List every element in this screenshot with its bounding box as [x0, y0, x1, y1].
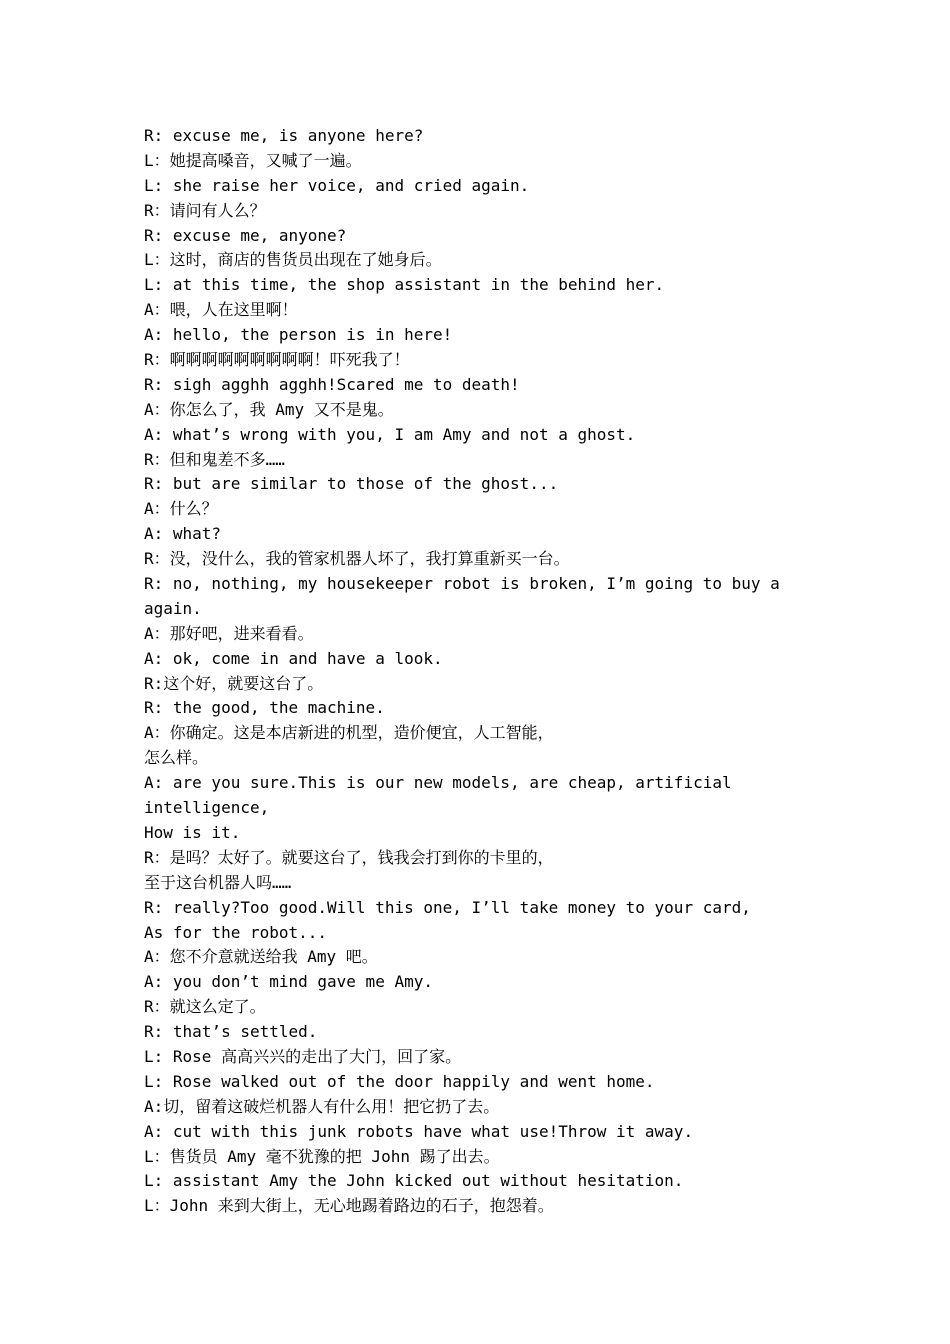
text-line: How is it. [144, 822, 241, 842]
text-line: R: but are similar to those of the ghost... [144, 474, 559, 494]
text-line: L: Rose 高高兴兴的走出了大门，回了家。 [144, 1046, 462, 1066]
dialogue-text [144, 124, 794, 1219]
text-line: L：售货员 Amy 毫不犹豫的把 John 踢了出去。 [144, 1146, 500, 1166]
text-line: R: really?Too good.Will this one, I’ll take money to your card, [144, 897, 751, 917]
text-line: A：你怎么了，我 Amy 又不是鬼。 [144, 399, 394, 419]
text-line: A: ok, come in and have a look. [144, 648, 443, 668]
text-line: R: that’s settled. [144, 1022, 318, 1042]
text-line: R：啊啊啊啊啊啊啊啊啊！吓死我了！ [144, 350, 410, 370]
text-line: A：什么？ [144, 499, 218, 519]
text-line: L：这时，商店的售货员出现在了她身后。 [144, 250, 442, 270]
text-line: R: excuse me, anyone? [144, 225, 347, 245]
text-line: A: hello, the person is in here! [144, 325, 453, 345]
text-line: R: the good, the machine. [144, 698, 385, 718]
text-line: A：你确定。这是本店新进的机型，造价便宜，人工智能， [144, 723, 554, 743]
text-line: L：John 来到大街上，无心地踢着路边的石子，抱怨着。 [144, 1196, 554, 1216]
text-line: A：喂，人在这里啊！ [144, 300, 298, 320]
text-line: A:切，留着这破烂机器人有什么用！把它扔了去。 [144, 1096, 500, 1116]
text-line: intelligence, [144, 798, 270, 818]
text-line: R: sigh agghh agghh!Scared me to death! [144, 374, 520, 394]
text-line: R:这个好，就要这台了。 [144, 673, 324, 693]
text-line: R：但和鬼差不多…… [144, 449, 285, 469]
text-line: A：您不介意就送给我 Amy 吧。 [144, 947, 378, 967]
text-line: R：请问有人么？ [144, 200, 266, 220]
text-line: A：那好吧，进来看看。 [144, 623, 314, 643]
text-line: 至于这台机器人吗…… [144, 872, 292, 892]
text-line: R: excuse me, is anyone here? [144, 126, 424, 145]
text-line: A: what’s wrong with you, I am Amy and not a ghost. [144, 424, 636, 444]
text-line: R: no, nothing, my housekeeper robot is broken, I’m going to buy a [144, 574, 780, 594]
text-line: A: are you sure.This is our new models, are cheap, artificial [144, 773, 732, 793]
text-line: R：没，没什么，我的管家机器人坏了，我打算重新买一台。 [144, 549, 570, 569]
text-line: again. [144, 598, 202, 618]
text-line: 怎么样。 [144, 748, 209, 768]
text-line: L: assistant Amy the John kicked out without hesitation. [144, 1171, 684, 1191]
text-line: A: what? [144, 524, 222, 544]
text-line: R：是吗？太好了。就要这台了，钱我会打到你的卡里的， [144, 847, 554, 867]
text-line: A: cut with this junk robots have what use!Throw it away. [144, 1121, 694, 1141]
text-line: L：她提高嗓音，又喊了一遍。 [144, 150, 362, 170]
text-line: L: Rose walked out of the door happily and went home. [144, 1071, 655, 1091]
text-line: As for the robot... [144, 922, 328, 942]
text-line: A: you don’t mind gave me Amy. [144, 972, 433, 992]
text-line: L: she raise her voice, and cried again. [144, 175, 530, 195]
text-line: R：就这么定了。 [144, 997, 266, 1017]
text-line: L: at this time, the shop assistant in the behind her. [144, 275, 665, 295]
